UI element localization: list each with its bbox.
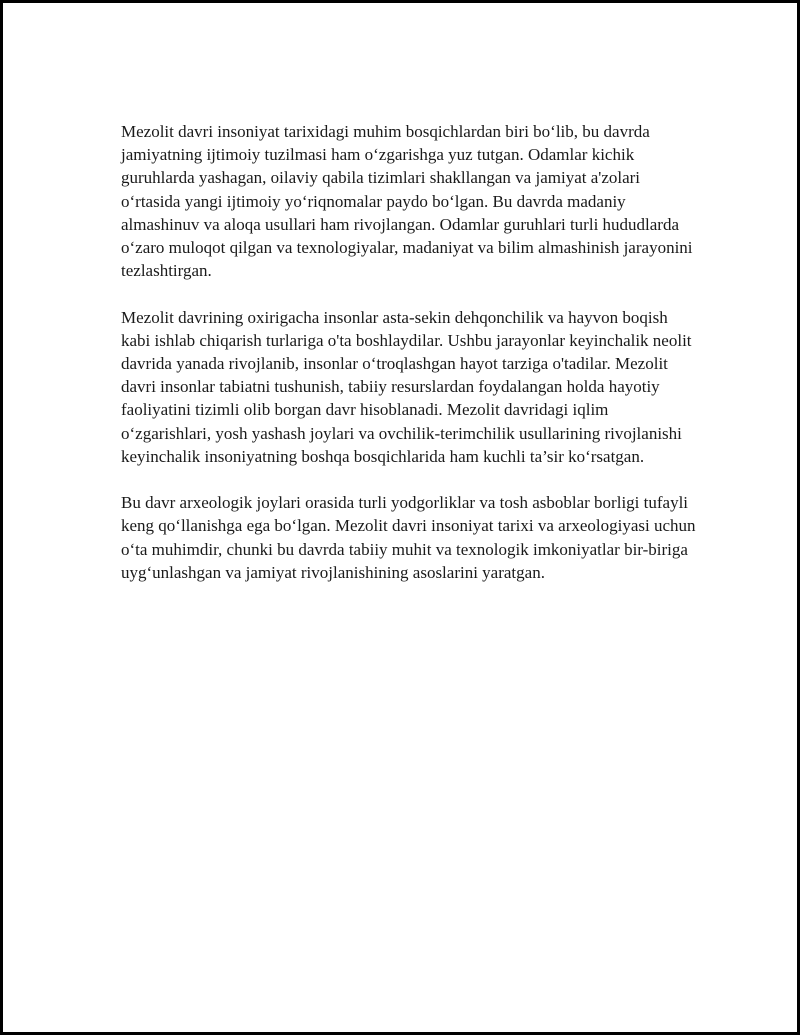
paragraph-2: Mezolit davrining oxirigacha insonlar asta-sekin dehqonchilik va hayvon boqish kabi ishlab chiqarish turlariga o'ta boshlaydilar. Ushbu jarayonlar keyinchalik neolit davrida yanada rivojlanib, insonlar o‘troqlashgan hayot tarziga o'tadilar. Mezolit davri insonlar tabiatni tushunish, tabiiy resurslardan foydalangan holda hayotiy faoliyatini tizimli olib borgan davr hisoblanadi. Mezolit davridagi iqlim o‘zgarishlari, yosh yashash joylari va ovchilik-terimchilik usullarining rivojlanishi keyinchalik insoniyatning boshqa bosqichlarida ham kuchli ta’sir ko‘rsatgan. <box>121 307 692 466</box>
document-body <box>121 120 696 607</box>
paragraph-1: Mezolit davri insoniyat tarixidagi muhim bosqichlardan biri bo‘lib, bu davrda jamiyatning ijtimoiy tuzilmasi ham o‘zgarishga yuz tutgan. Odamlar kichik guruhlarda yashagan, oilaviy qabila tizimlari shakllangan va jamiyat a'zolari o‘rtasida yangi ijtimoiy yo‘riqnomalar paydo bo‘lgan. Bu davrda madaniy almashinuv va aloqa usullari ham rivojlangan. Odamlar guruhlari turli hududlarda o‘zaro muloqot qilgan va texnologiyalar, madaniyat va bilim almashinish jarayonini tezlashtirgan. <box>121 122 693 281</box>
paragraph-3: Bu davr arxeologik joylari orasida turli yodgorliklar va tosh asboblar borligi tufayli keng qo‘llanishga ega bo‘lgan. Mezolit davri insoniyat tarixi va arxeologiyasi uchun o‘ta muhimdir, chunki bu davrda tabiiy muhit va texnologik imkoniyatlar bir-biriga uyg‘unlashgan va jamiyat rivojlanishining asoslarini yaratgan. <box>121 493 696 582</box>
